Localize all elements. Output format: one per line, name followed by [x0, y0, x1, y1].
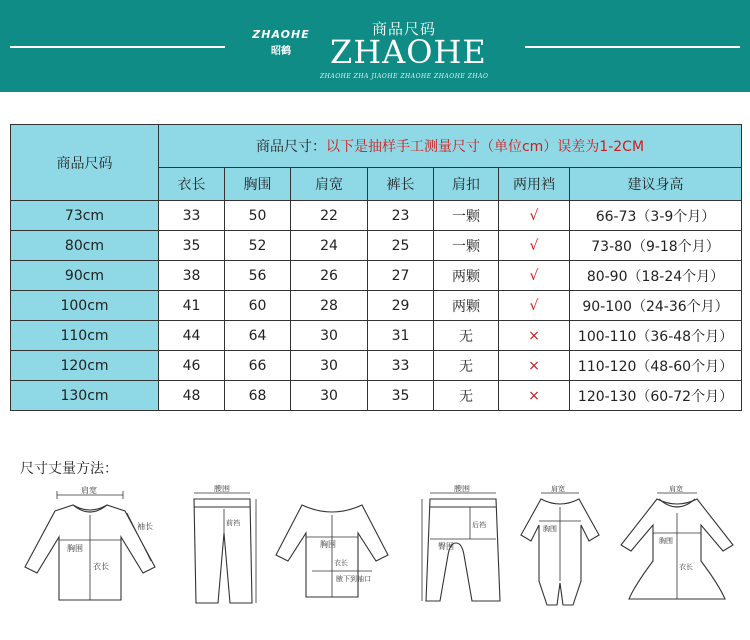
column-header: 建议身高 [570, 168, 742, 201]
label-hip: 臀围 [438, 542, 454, 551]
table-cell: 44 [159, 321, 225, 351]
table-row [11, 261, 742, 291]
brand-name: ZHAOHE [330, 33, 487, 71]
table-cell: 35 [159, 231, 225, 261]
table-cell: 无 [434, 321, 499, 351]
table-cell: 33 [368, 351, 434, 381]
table-cell: 90-100（24-36个月） [570, 291, 742, 321]
table-cell: 52 [225, 231, 291, 261]
table-cell: 30 [291, 381, 368, 411]
table-cell: √ [499, 231, 570, 261]
measurement-figures [10, 485, 740, 615]
table-row [11, 201, 742, 231]
table-cell: 27 [368, 261, 434, 291]
table-cell: 68 [225, 381, 291, 411]
method-title: 尺寸丈量方法： [20, 461, 118, 477]
table-cell: × [499, 381, 570, 411]
banner-divider-left [10, 46, 225, 48]
table-cell: 30 [291, 321, 368, 351]
label-shoulder-3: 肩宽 [551, 485, 565, 493]
label-chest: 胸围 [67, 544, 83, 553]
table-cell: √ [499, 291, 570, 321]
table-cell: 60 [225, 291, 291, 321]
label-hem: 腋下到袖口 [336, 575, 371, 583]
label-length-4: 衣长 [679, 563, 693, 571]
table-cell: 110-120（48-60个月） [570, 351, 742, 381]
label-sleeve: 袖长 [137, 522, 153, 531]
table-cell: 24 [291, 231, 368, 261]
banner-subtitle: 商品尺码 [372, 20, 437, 38]
dress-diagram [615, 485, 740, 610]
table-cell: 100-110（36-48个月） [570, 321, 742, 351]
table-cell: 30 [291, 351, 368, 381]
table-cell: 64 [225, 321, 291, 351]
table-cell: 29 [368, 291, 434, 321]
table-row [11, 321, 742, 351]
brand-logo [240, 28, 322, 74]
size-label: 90cm [11, 261, 159, 291]
size-label: 73cm [11, 201, 159, 231]
table-row [11, 231, 742, 261]
table-cell: 38 [159, 261, 225, 291]
logo-text-cn: 昭鹤 [271, 46, 291, 57]
label-length: 衣长 [93, 562, 109, 571]
table-cell: × [499, 351, 570, 381]
table-row [11, 351, 742, 381]
column-header: 裤长 [368, 168, 434, 201]
table-cell: 50 [225, 201, 291, 231]
table-cell: 80-90（18-24个月） [570, 261, 742, 291]
table-cell: 无 [434, 381, 499, 411]
size-label: 120cm [11, 351, 159, 381]
label-shoulder: 肩宽 [81, 486, 97, 495]
table-row [11, 381, 742, 411]
table-cell: 28 [291, 291, 368, 321]
table-cell: 23 [368, 201, 434, 231]
romper-diagram [515, 485, 605, 610]
header-banner [0, 0, 750, 92]
table-cell: 48 [159, 381, 225, 411]
pants-wide-diagram [410, 485, 510, 610]
table-title-row [11, 125, 742, 168]
label-length-2: 衣长 [334, 559, 348, 567]
column-header: 两用裆 [499, 168, 570, 201]
table-cell: 56 [225, 261, 291, 291]
logo-text-en: ZHAOHE [252, 28, 310, 41]
size-label: 100cm [11, 291, 159, 321]
column-header: 肩宽 [291, 168, 368, 201]
table-cell: 33 [159, 201, 225, 231]
label-shoulder-4: 肩宽 [669, 485, 683, 493]
table-cell: 两颗 [434, 291, 499, 321]
table-cell: 26 [291, 261, 368, 291]
column-header: 胸围 [225, 168, 291, 201]
size-label: 80cm [11, 231, 159, 261]
table-cell: 31 [368, 321, 434, 351]
table-cell: 一颗 [434, 231, 499, 261]
table-cell: √ [499, 201, 570, 231]
column-header: 肩扣 [434, 168, 499, 201]
raglan-diagram [272, 485, 392, 610]
label-back-rise: 后裆 [472, 521, 486, 529]
table-cell: √ [499, 261, 570, 291]
table-cell: 无 [434, 351, 499, 381]
brand-tagline: ZHAOHE ZHA JIAOHE ZHAOHE ZHAOHE ZHAO [320, 73, 489, 80]
label-waist: 腰围 [214, 485, 230, 493]
label-waist-2: 腰围 [454, 485, 470, 493]
table-title-accent: 以下是抽样手工测量尺寸（单位cm）误差为1-2CM [325, 139, 645, 155]
table-cell: 22 [291, 201, 368, 231]
table-cell: 41 [159, 291, 225, 321]
table-cell: 25 [368, 231, 434, 261]
pants-diagram [180, 485, 265, 610]
banner-divider-right [525, 46, 740, 48]
table-cell: 73-80（9-18个月） [570, 231, 742, 261]
label-inseam: 前裆 [226, 519, 240, 527]
table-cell: 一颗 [434, 201, 499, 231]
table-cell: 66-73（3-9个月） [570, 201, 742, 231]
table-title-prefix: 商品尺寸： [255, 139, 326, 155]
table-cell: 120-130（60-72个月） [570, 381, 742, 411]
shirt-diagram [15, 485, 165, 610]
label-chest-4: 胸围 [659, 537, 673, 545]
label-chest-2: 胸围 [320, 540, 336, 549]
column-header: 衣长 [159, 168, 225, 201]
label-chest-3: 胸围 [543, 525, 557, 533]
table-cell: 35 [368, 381, 434, 411]
table-cell: 66 [225, 351, 291, 381]
table-cell: 46 [159, 351, 225, 381]
corner-label: 商品尺码 [11, 125, 159, 201]
table-body [11, 201, 742, 411]
table-cell: 两颗 [434, 261, 499, 291]
size-label: 130cm [11, 381, 159, 411]
table-cell: × [499, 321, 570, 351]
size-table [10, 124, 742, 411]
size-label: 110cm [11, 321, 159, 351]
table-title [159, 125, 742, 168]
table-row [11, 291, 742, 321]
